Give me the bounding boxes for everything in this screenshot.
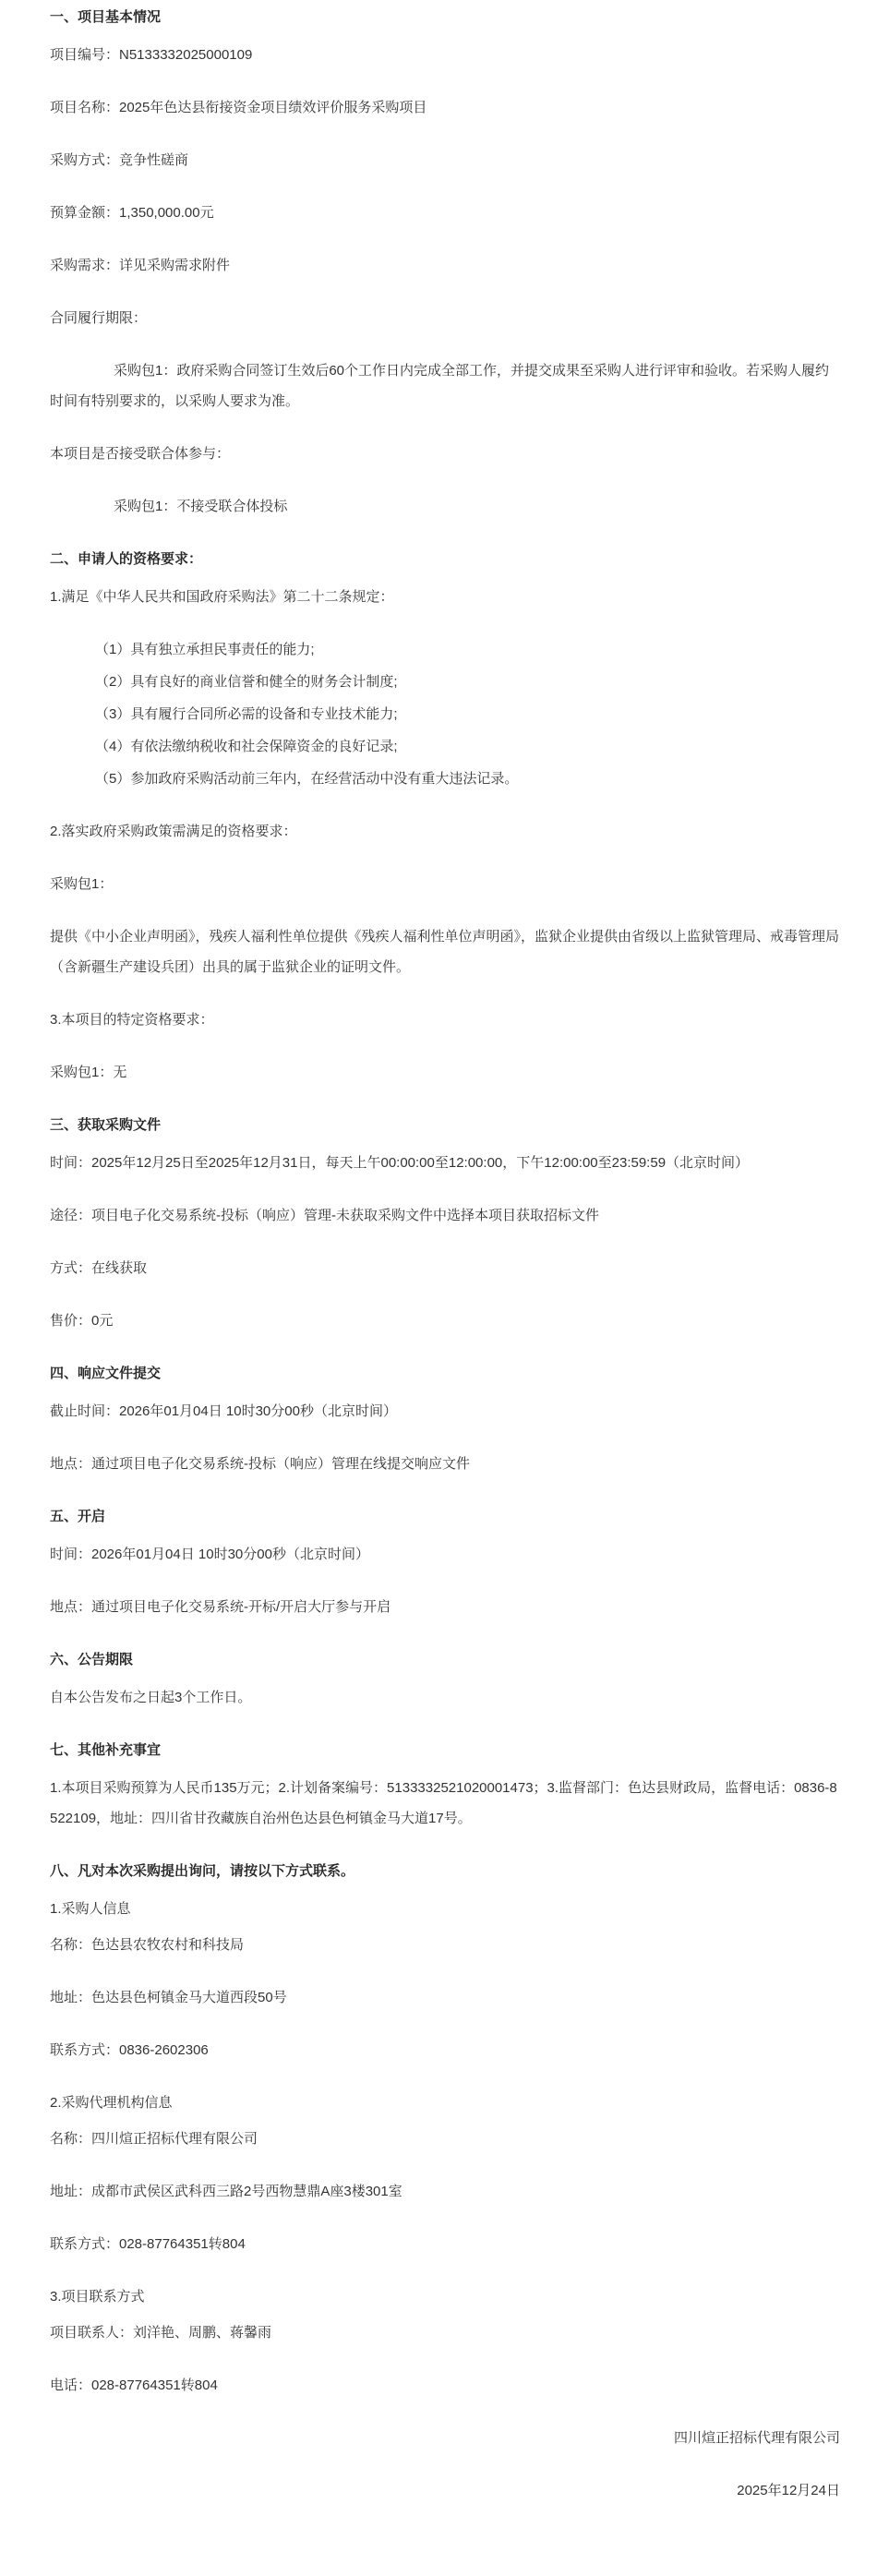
section-5-heading: 五、开启 [50, 1509, 106, 1524]
section-3-heading: 三、获取采购文件 [50, 1117, 162, 1133]
procurement-requirements: 采购需求：详见采购需求附件 [50, 258, 231, 273]
submission-location: 地点：通过项目电子化交易系统-投标（响应）管理在线提交响应文件 [50, 1456, 470, 1472]
doc-acquire-time: 时间：2025年12月25日至2025年12月31日，每天上午00:00:00至12:00:00，下午12:00:00至23:59:59（北京时间） [50, 1155, 750, 1171]
signature-agency: 四川煊正招标代理有限公司 [673, 2430, 840, 2446]
submission-deadline: 截止时间：2026年01月04日 10时30分00秒（北京时间） [50, 1403, 397, 1419]
agency-info-label: 2.采购代理机构信息 [50, 2095, 173, 2111]
agency-name: 名称：四川煊正招标代理有限公司 [50, 2131, 258, 2147]
qualification-item-3: （3）具有履行合同所必需的设备和专业技术能力; [95, 706, 398, 722]
section-2-heading: 二、申请人的资格要求： [50, 551, 203, 567]
qualification-item-4: （4）有依法缴纳税收和社会保障资金的良好记录; [95, 739, 398, 754]
consortium-participation-label: 本项目是否接受联合体参与： [50, 446, 231, 462]
policy-qualification-label: 2.落实政府采购政策需满足的资格要求： [50, 824, 297, 839]
contract-period-package1: 采购包1：政府采购合同签订生效后60个工作日内完成全部工作，并提交成果至采购人进行评审和验收。若采购人履约时间有特别要求的，以采购人要求为准。 [50, 363, 830, 409]
announcement-period: 自本公告发布之日起3个工作日。 [50, 1690, 252, 1705]
project-name: 项目名称：2025年色达县衔接资金项目绩效评价服务采购项目 [50, 100, 427, 115]
qualification-item-1: （1）具有独立承担民事责任的能力; [95, 642, 315, 657]
supplementary-info: 1.本项目采购预算为人民币135万元；2.计划备案编号：5133332521020001473；3.监督部门：色达县财政局，监督电话：0836-8522109，地址：四川省甘孜藏族自治州色达县色柯镇金马大道17号。 [50, 1780, 837, 1826]
qualification-law-intro: 1.满足《中华人民共和国政府采购法》第二十二条规定： [50, 589, 394, 605]
section-7-heading: 七、其他补充事宜 [50, 1742, 162, 1758]
buyer-info-label: 1.采购人信息 [50, 1901, 131, 1917]
consortium-package1: 采购包1：不接受联合体投标 [114, 499, 288, 514]
policy-package1-label: 采购包1： [50, 876, 114, 892]
doc-price: 售价：0元 [50, 1313, 114, 1329]
opening-time: 时间：2026年01月04日 10时30分00秒（北京时间） [50, 1547, 369, 1562]
specific-qualification-package1: 采购包1：无 [50, 1065, 127, 1080]
doc-acquire-channel: 途径：项目电子化交易系统-投标（响应）管理-未获取采购文件中选择本项目获取招标文件 [50, 1208, 599, 1223]
section-4-heading: 四、响应文件提交 [50, 1366, 162, 1381]
doc-acquire-method: 方式：在线获取 [50, 1260, 148, 1276]
project-phone: 电话：028-87764351转804 [50, 2377, 218, 2393]
agency-address: 地址：成都市武侯区武科西三路2号西物慧鼎A座3楼301室 [50, 2184, 402, 2199]
project-contacts: 项目联系人：刘洋艳、周鹏、蒋馨雨 [50, 2325, 272, 2341]
project-number: 项目编号：N5133332025000109 [50, 47, 253, 63]
policy-qualification-detail: 提供《中小企业声明函》，残疾人福利性单位提供《残疾人福利性单位声明函》，监狱企业提供由省级以上监狱管理局、戒毒管理局（含新疆生产建设兵团）出具的属于监狱企业的证明文件。 [50, 929, 840, 975]
budget-amount: 预算金额：1,350,000.00元 [50, 205, 214, 221]
section-1-heading: 一、项目基本情况 [50, 9, 162, 25]
buyer-address: 地址：色达县色柯镇金马大道西段50号 [50, 1990, 287, 2005]
specific-qualification-label: 3.本项目的特定资格要求： [50, 1012, 214, 1028]
section-8-heading: 八、凡对本次采购提出询问，请按以下方式联系。 [50, 1863, 355, 1879]
buyer-name: 名称：色达县农牧农村和科技局 [50, 1937, 245, 1953]
contract-period-label: 合同履行期限： [50, 310, 148, 326]
signature-date: 2025年12月24日 [737, 2483, 840, 2498]
qualification-item-5: （5）参加政府采购活动前三年内，在经营活动中没有重大违法记录。 [95, 771, 519, 787]
opening-location: 地点：通过项目电子化交易系统-开标/开启大厅参与开启 [50, 1599, 391, 1615]
buyer-contact: 联系方式：0836-2602306 [50, 2042, 209, 2058]
section-6-heading: 六、公告期限 [50, 1652, 134, 1667]
project-contact-label: 3.项目联系方式 [50, 2289, 145, 2305]
qualification-item-2: （2）具有良好的商业信誉和健全的财务会计制度; [95, 674, 398, 690]
procurement-method: 采购方式：竞争性磋商 [50, 152, 189, 168]
agency-contact: 联系方式：028-87764351转804 [50, 2236, 246, 2252]
